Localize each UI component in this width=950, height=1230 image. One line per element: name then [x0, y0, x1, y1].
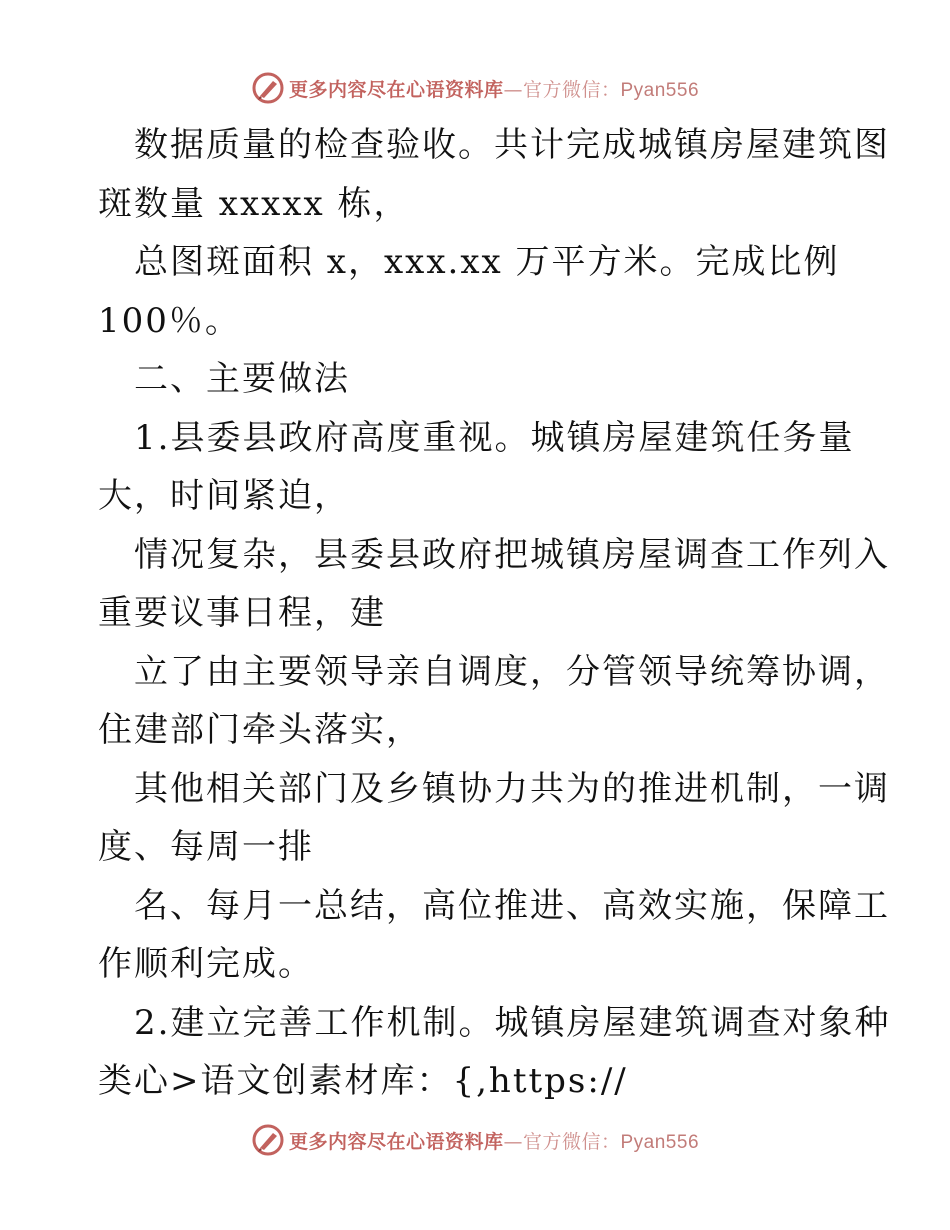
text-line: 立了由主要领导亲自调度，分管领导统筹协调， [134, 651, 890, 692]
text-line: 1.县委县政府高度重视。城镇房屋建筑任务量 [134, 417, 855, 458]
text-line: 类心>语文创素材库：{,https:// [98, 1061, 628, 1101]
text-line: 总图斑面积 x，xxx.xx 万平方米。完成比例 [134, 242, 840, 282]
document-body [98, 116, 891, 1111]
text-line: 名、每月一总结，高位推进、高效实施，保障工 [134, 885, 890, 926]
text-line: 住建部门牵头落实， [98, 710, 422, 750]
text-line: 情况复杂，县委县政府把城镇房屋调查工作列入 [134, 534, 890, 575]
pen-logo-icon [251, 1123, 285, 1157]
watermark-middle: —官方微信： [503, 78, 621, 101]
pen-logo-icon [251, 71, 285, 105]
text-line: 100％。 [98, 300, 241, 341]
watermark-id: Pyan556 [620, 79, 700, 101]
watermark-id: Pyan556 [620, 1131, 700, 1153]
watermark-text [289, 1127, 699, 1154]
watermark-text [289, 75, 699, 102]
text-line: 重要议事日程，建 [98, 593, 386, 633]
text-line: 度、每周一排 [98, 827, 314, 867]
watermark-prefix: 更多内容尽在心语资料库 [288, 78, 504, 101]
text-line: 作顺利完成。 [98, 944, 314, 984]
watermark-middle: —官方微信： [503, 1130, 621, 1153]
watermark-header [0, 68, 950, 108]
text-line: 其他相关部门及乡镇协力共为的推进机制，一调 [134, 768, 890, 809]
text-line: 二、主要做法 [134, 359, 350, 399]
text-line: 斑数量 xxxxx 栋， [98, 183, 410, 224]
watermark-prefix: 更多内容尽在心语资料库 [288, 1130, 504, 1153]
text-line: 大，时间紧迫， [98, 476, 350, 516]
watermark-footer [0, 1120, 950, 1160]
text-line: 数据质量的检查验收。共计完成城镇房屋建筑图 [134, 125, 890, 165]
text-line: 2.建立完善工作机制。城镇房屋建筑调查对象种 [134, 1002, 891, 1043]
